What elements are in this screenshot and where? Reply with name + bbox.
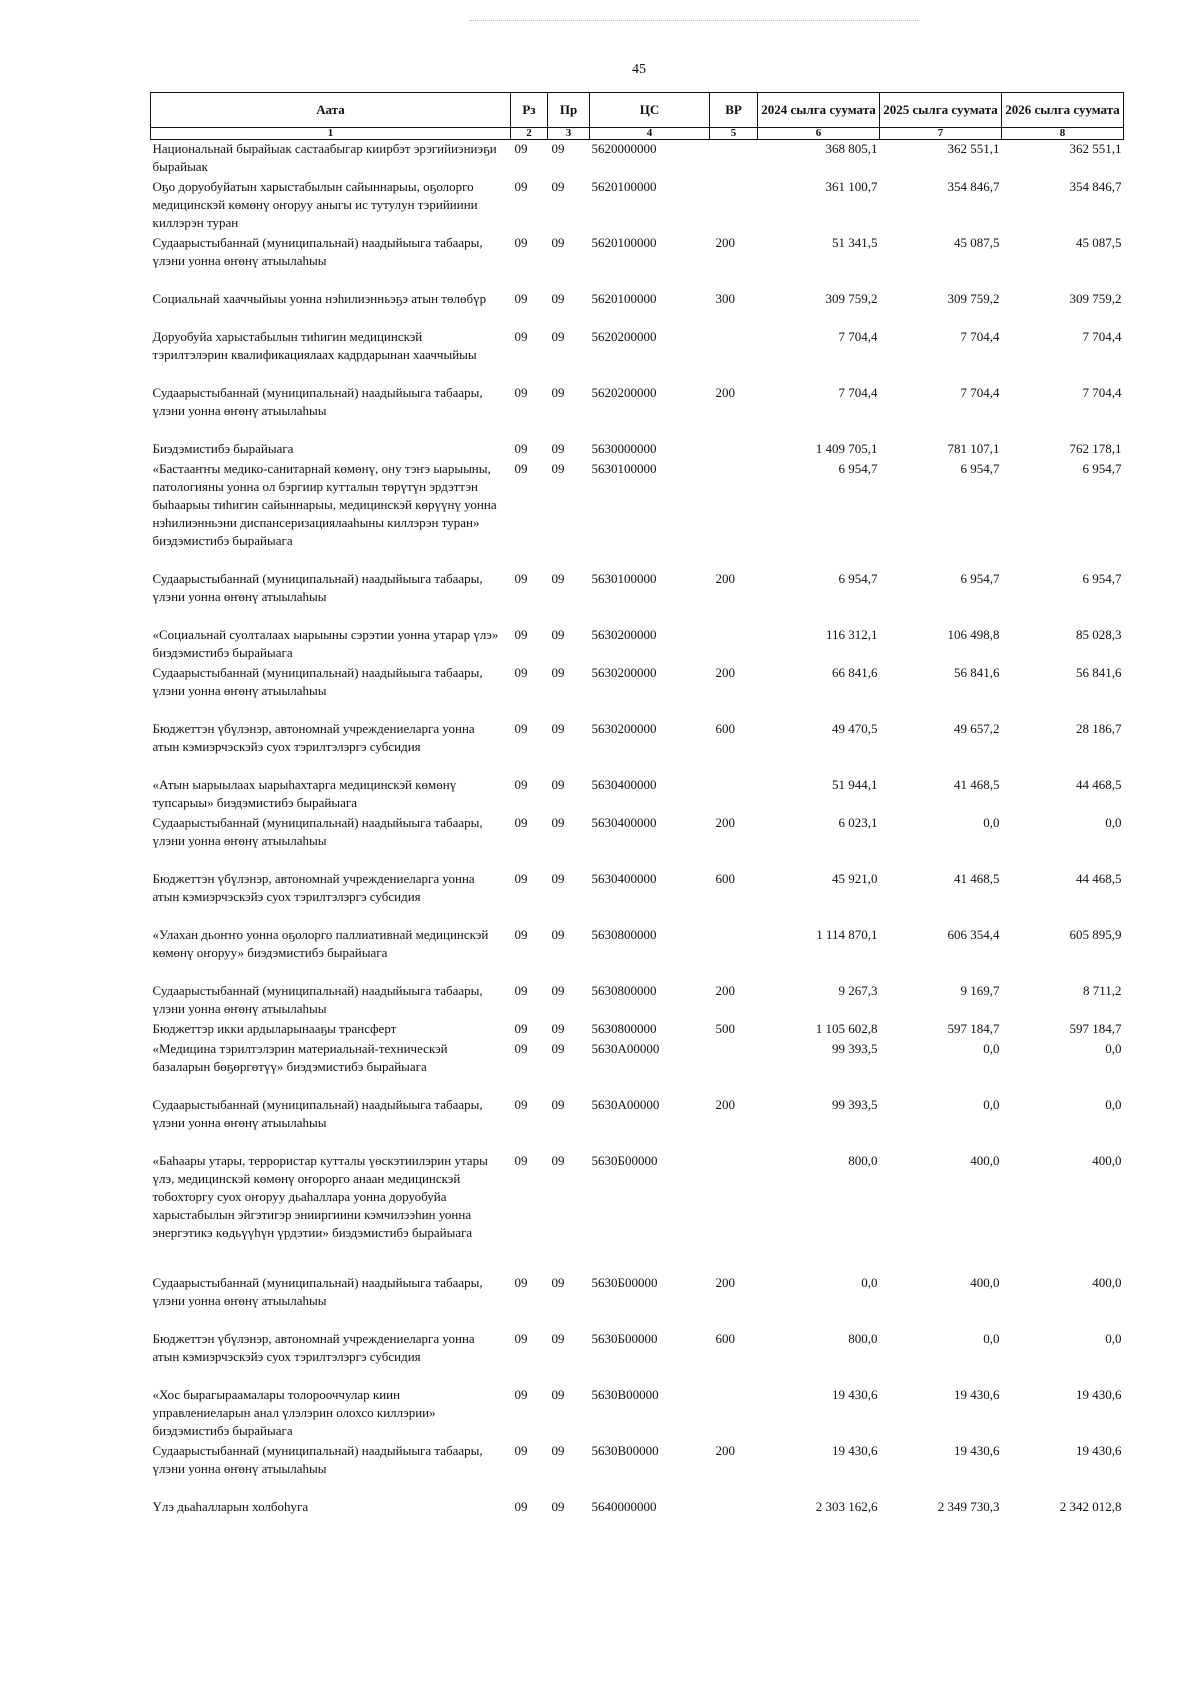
row-amount-2024: 99 393,5 xyxy=(832,1096,878,1112)
row-amount-2024: 9 267,3 xyxy=(838,982,878,998)
row-amount-2026: 6 954,7 xyxy=(1082,570,1122,586)
row-rz: 09 xyxy=(514,290,528,306)
row-vr xyxy=(710,1386,758,1442)
row-amount-2025: 106 498,8 xyxy=(947,626,1000,642)
row-name: «Хос бырагыраамалары толорооччулар киин управлениеларын анал үлэлэрин олохсо киллэрии» биэдэмистибэ бырайыага xyxy=(152,1386,436,1438)
row-vr xyxy=(710,776,758,814)
row-name: Судаарыстыбаннай (муниципальнай) наадыйыыга табаары, үлэни уонна өҥөнү атыылаһыы xyxy=(152,814,483,848)
row-rz: 09 xyxy=(514,234,528,250)
row-amount-2024: 800,0 xyxy=(848,1330,878,1346)
row-name: Судаарыстыбаннай (муниципальнай) наадыйыыга табаары, үлэни уонна өҥөнү атыылаһыы xyxy=(152,664,483,698)
col-header-cs: ЦС xyxy=(590,93,710,128)
row-amount-2026: 8 711,2 xyxy=(1082,982,1122,998)
row-amount-2024: 99 393,5 xyxy=(832,1040,878,1056)
table-row xyxy=(151,664,1124,720)
row-rz: 09 xyxy=(514,460,528,476)
row-vr: 200 xyxy=(715,982,735,998)
row-cs: 5630A00000 xyxy=(591,1040,660,1056)
col-header-vr: ВР xyxy=(710,93,758,128)
table-row xyxy=(151,570,1124,626)
row-rz: 09 xyxy=(514,870,528,886)
row-vr xyxy=(710,460,758,570)
row-amount-2025: 606 354,4 xyxy=(947,926,1000,942)
row-amount-2026: 44 468,5 xyxy=(1076,870,1122,886)
col-header-name: Аата xyxy=(151,93,511,128)
table-row xyxy=(151,926,1124,982)
row-cs: 5630200000 xyxy=(591,664,657,680)
row-pr: 09 xyxy=(551,776,565,792)
col-number: 7 xyxy=(880,128,1002,140)
row-amount-2026: 85 028,3 xyxy=(1076,626,1122,642)
row-rz: 09 xyxy=(514,1020,528,1036)
row-cs: 5630100000 xyxy=(591,570,657,586)
row-name: Судаарыстыбаннай (муниципальнай) наадыйыыга табаары, үлэни уонна өҥөнү атыылаһыы xyxy=(152,982,483,1016)
row-name: Оҕо доруобуйатын харыстабылын сайыннарыы, оҕолорго медицинскэй көмөнү оҥоруу аныгы ис тутулун тэрийиини киллэрэн туран xyxy=(152,178,478,230)
row-name: Биэдэмистибэ бырайыага xyxy=(152,440,294,456)
row-amount-2026: 762 178,1 xyxy=(1069,440,1122,456)
table-row xyxy=(151,814,1124,870)
row-amount-2025: 19 430,6 xyxy=(954,1386,1000,1402)
row-name: «Баһаары утары, террористар кутталы үөскэтиилэрин утары үлэ, медицинскэй көмөнү оҥорорго анаан медицинскэй тобохторгу суох оҥоруу дьаһаллара уонна доруобуйа харыстабылын эйгэтигэр энииргиини кэмчилээһин уонна энергэтикэ көдьүүһүн үрдэтии» биэдэмистибэ бырайыага xyxy=(152,1152,488,1240)
row-amount-2026: 7 704,4 xyxy=(1082,328,1122,344)
col-number: 1 xyxy=(151,128,511,140)
row-amount-2025: 6 954,7 xyxy=(960,570,1000,586)
row-amount-2025: 0,0 xyxy=(983,1330,1000,1346)
row-amount-2024: 51 341,5 xyxy=(832,234,878,250)
row-amount-2024: 116 312,1 xyxy=(825,626,878,642)
row-amount-2025: 6 954,7 xyxy=(960,460,1000,476)
row-vr: 200 xyxy=(715,234,735,250)
row-cs: 5630В00000 xyxy=(591,1386,659,1402)
row-name: Судаарыстыбаннай (муниципальнай) наадыйыыга табаары, үлэни уонна өҥөнү атыылаһыы xyxy=(152,1442,483,1476)
row-amount-2025: 7 704,4 xyxy=(960,328,1000,344)
row-pr: 09 xyxy=(551,1152,565,1168)
table-row xyxy=(151,1152,1124,1274)
row-amount-2026: 354 846,7 xyxy=(1069,178,1122,194)
row-amount-2025: 45 087,5 xyxy=(954,234,1000,250)
table-row xyxy=(151,870,1124,926)
row-amount-2024: 7 704,4 xyxy=(838,328,878,344)
row-rz: 09 xyxy=(514,1442,528,1458)
col-number: 2 xyxy=(511,128,548,140)
row-vr: 200 xyxy=(715,1442,735,1458)
row-amount-2024: 6 954,7 xyxy=(838,570,878,586)
col-header-2024: 2024 сылга суумата xyxy=(758,93,880,128)
row-amount-2025: 41 468,5 xyxy=(954,870,1000,886)
row-amount-2024: 6 954,7 xyxy=(838,460,878,476)
row-vr: 200 xyxy=(715,570,735,586)
row-rz: 09 xyxy=(514,814,528,830)
row-cs: 5630200000 xyxy=(591,626,657,642)
row-amount-2024: 800,0 xyxy=(848,1152,878,1168)
row-cs: 5620100000 xyxy=(591,234,657,250)
row-pr: 09 xyxy=(551,720,565,736)
row-rz: 09 xyxy=(514,1498,528,1514)
row-name: Доруобуйа харыстабылын тиһигин медицинскэй тэрилтэлэрин квалификациялаах кадрдарынан хааччыйыы xyxy=(152,328,477,362)
row-pr: 09 xyxy=(551,626,565,642)
row-pr: 09 xyxy=(551,440,565,456)
budget-table xyxy=(150,92,1124,1518)
row-pr: 09 xyxy=(551,1274,565,1290)
row-vr: 200 xyxy=(715,1274,735,1290)
row-pr: 09 xyxy=(551,384,565,400)
row-rz: 09 xyxy=(514,384,528,400)
row-rz: 09 xyxy=(514,440,528,456)
row-name: Судаарыстыбаннай (муниципальнай) наадыйыыга табаары, үлэни уонна өҥөнү атыылаһыы xyxy=(152,570,483,604)
row-pr: 09 xyxy=(551,1040,565,1056)
row-rz: 09 xyxy=(514,141,528,156)
row-pr: 09 xyxy=(551,234,565,250)
row-cs: 5630400000 xyxy=(591,776,657,792)
row-amount-2025: 49 657,2 xyxy=(954,720,1000,736)
col-header-2026: 2026 сылга суумата xyxy=(1002,93,1124,128)
row-pr: 09 xyxy=(551,290,565,306)
row-rz: 09 xyxy=(514,1096,528,1112)
row-vr: 200 xyxy=(715,384,735,400)
row-vr xyxy=(710,328,758,384)
row-amount-2025: 9 169,7 xyxy=(960,982,1000,998)
row-amount-2024: 51 944,1 xyxy=(832,776,878,792)
row-amount-2026: 597 184,7 xyxy=(1069,1020,1122,1036)
row-amount-2026: 309 759,2 xyxy=(1069,290,1122,306)
scan-artifact-line xyxy=(470,20,920,22)
table-body xyxy=(151,140,1124,1518)
row-pr: 09 xyxy=(551,664,565,680)
row-name: «Бастааҥҥы медико-санитарнай көмөнү, ону тэҥэ ыарыыны, патологияны уонна ол бэргиир кутталын төрүтүн эрдэттэн быһаарыы тиһигин сайыннарыы, медицинскэй көрүүнү уонна нэһилиэнньэни диспансеризациялааһыны киллэрэн туран» биэдэмистибэ бырайыага xyxy=(152,460,497,548)
row-amount-2024: 1 114 870,1 xyxy=(816,926,878,942)
row-rz: 09 xyxy=(514,1330,528,1346)
row-vr: 300 xyxy=(715,290,735,306)
col-number: 6 xyxy=(758,128,880,140)
row-cs: 5620100000 xyxy=(591,178,657,194)
row-pr: 09 xyxy=(551,328,565,344)
row-name: Бюджеттэн үбүлэнэр, автономнай учреждениеларга уонна атын кэмиэрчэскэйэ суох тэрилтэлэргэ субсидия xyxy=(152,870,475,904)
row-rz: 09 xyxy=(514,1386,528,1402)
col-number: 4 xyxy=(590,128,710,140)
col-number: 8 xyxy=(1002,128,1124,140)
table-row xyxy=(151,178,1124,234)
row-rz: 09 xyxy=(514,1152,528,1168)
table-row xyxy=(151,1020,1124,1040)
row-cs: 5630Б00000 xyxy=(591,1274,658,1290)
row-cs: 5630Б00000 xyxy=(591,1152,658,1168)
row-pr: 09 xyxy=(551,870,565,886)
row-name: Үлэ дьаһалларын холбоһуга xyxy=(152,1498,309,1514)
row-cs: 5630В00000 xyxy=(591,1442,659,1458)
col-number: 5 xyxy=(710,128,758,140)
row-name: «Медицина тэрилтэлэрин материальнай-техническэй базаларын бөҕөргөтүү» биэдэмистибэ бырайыага xyxy=(152,1040,448,1074)
table-row xyxy=(151,460,1124,570)
row-vr xyxy=(710,1498,758,1518)
row-rz: 09 xyxy=(514,926,528,942)
row-rz: 09 xyxy=(514,570,528,586)
row-amount-2024: 45 921,0 xyxy=(832,870,878,886)
row-amount-2025: 597 184,7 xyxy=(947,1020,1000,1036)
row-rz: 09 xyxy=(514,664,528,680)
row-vr xyxy=(710,178,758,234)
row-vr xyxy=(710,1040,758,1096)
row-amount-2024: 2 303 162,6 xyxy=(815,1498,878,1514)
row-cs: 5630800000 xyxy=(591,982,657,998)
row-pr: 09 xyxy=(551,926,565,942)
row-name: Национальнай бырайыак састаабыгар киирбэт эрэгийиэниэҕи бырайыак xyxy=(152,141,497,174)
row-rz: 09 xyxy=(514,178,528,194)
row-amount-2025: 0,0 xyxy=(983,814,1000,830)
row-pr: 09 xyxy=(551,141,565,156)
row-pr: 09 xyxy=(551,1096,565,1112)
table-row xyxy=(151,720,1124,776)
row-amount-2024: 49 470,5 xyxy=(832,720,878,736)
row-amount-2024: 368 805,1 xyxy=(825,141,878,156)
row-cs: 5630800000 xyxy=(591,1020,657,1036)
row-pr: 09 xyxy=(551,1498,565,1514)
row-pr: 09 xyxy=(551,570,565,586)
row-rz: 09 xyxy=(514,982,528,998)
row-vr: 200 xyxy=(715,814,735,830)
table-row xyxy=(151,234,1124,290)
row-amount-2026: 28 186,7 xyxy=(1076,720,1122,736)
row-amount-2025: 400,0 xyxy=(970,1152,1000,1168)
row-vr xyxy=(710,926,758,982)
table-row xyxy=(151,1442,1124,1498)
row-rz: 09 xyxy=(514,776,528,792)
row-pr: 09 xyxy=(551,1020,565,1036)
row-name: «Социальнай суолталаах ыарыыны сэрэтии уонна утарар үлэ» биэдэмистибэ бырайыага xyxy=(152,626,499,660)
row-amount-2026: 44 468,5 xyxy=(1076,776,1122,792)
row-rz: 09 xyxy=(514,1040,528,1056)
row-vr xyxy=(710,1152,758,1274)
col-header-2025: 2025 сылга суумата xyxy=(880,93,1002,128)
row-amount-2024: 19 430,6 xyxy=(832,1386,878,1402)
row-cs: 5620200000 xyxy=(591,328,657,344)
row-amount-2025: 309 759,2 xyxy=(947,290,1000,306)
row-name: Судаарыстыбаннай (муниципальнай) наадыйыыга табаары, үлэни уонна өҥөнү атыылаһыы xyxy=(152,1274,483,1308)
row-amount-2024: 7 704,4 xyxy=(838,384,878,400)
row-vr: 200 xyxy=(715,1096,735,1112)
table-header xyxy=(151,93,1124,140)
col-number: 3 xyxy=(548,128,590,140)
table-row xyxy=(151,290,1124,328)
row-amount-2024: 66 841,6 xyxy=(832,664,878,680)
row-amount-2025: 19 430,6 xyxy=(954,1442,1000,1458)
row-cs: 5630800000 xyxy=(591,926,657,942)
row-vr: 600 xyxy=(715,870,735,886)
row-amount-2025: 400,0 xyxy=(970,1274,1000,1290)
row-vr: 600 xyxy=(715,720,735,736)
row-cs: 5630400000 xyxy=(591,870,657,886)
table-row xyxy=(151,1386,1124,1442)
page-number: 45 xyxy=(632,62,646,77)
row-name: Бюджеттэр икки ардыларынааҕы трансферт xyxy=(152,1020,397,1036)
row-rz: 09 xyxy=(514,1274,528,1290)
table-row xyxy=(151,384,1124,440)
row-amount-2025: 2 349 730,3 xyxy=(937,1498,1000,1514)
row-cs: 5630Б00000 xyxy=(591,1330,658,1346)
row-vr xyxy=(710,140,758,178)
row-rz: 09 xyxy=(514,626,528,642)
row-amount-2024: 1 105 602,8 xyxy=(815,1020,878,1036)
row-vr: 600 xyxy=(715,1330,735,1346)
table-row xyxy=(151,1096,1124,1152)
row-pr: 09 xyxy=(551,814,565,830)
row-amount-2024: 6 023,1 xyxy=(838,814,878,830)
col-header-rz: Рз xyxy=(511,93,548,128)
row-amount-2025: 362 551,1 xyxy=(947,141,1000,156)
row-rz: 09 xyxy=(514,720,528,736)
row-cs: 5630200000 xyxy=(591,720,657,736)
row-amount-2024: 1 409 705,1 xyxy=(815,440,878,456)
row-amount-2026: 56 841,6 xyxy=(1076,664,1122,680)
table-row xyxy=(151,626,1124,664)
row-name: Социальнай хааччыйыы уонна нэһилиэнньэҕэ атын төлөбүр xyxy=(152,290,487,306)
row-cs: 5620100000 xyxy=(591,290,657,306)
row-pr: 09 xyxy=(551,982,565,998)
table-row xyxy=(151,776,1124,814)
row-name: Судаарыстыбаннай (муниципальнай) наадыйыыга табаары, үлэни уонна өҥөнү атыылаһыы xyxy=(152,234,483,268)
row-amount-2026: 400,0 xyxy=(1092,1152,1122,1168)
row-cs: 5620200000 xyxy=(591,384,657,400)
row-name: Судаарыстыбаннай (муниципальнай) наадыйыыга табаары, үлэни уонна өҥөнү атыылаһыы xyxy=(152,384,483,418)
row-amount-2025: 354 846,7 xyxy=(947,178,1000,194)
row-amount-2026: 45 087,5 xyxy=(1076,234,1122,250)
row-amount-2025: 0,0 xyxy=(983,1040,1000,1056)
row-amount-2026: 19 430,6 xyxy=(1076,1442,1122,1458)
row-amount-2026: 400,0 xyxy=(1092,1274,1122,1290)
row-cs: 5630A00000 xyxy=(591,1096,660,1112)
table-row xyxy=(151,1274,1124,1330)
row-amount-2026: 7 704,4 xyxy=(1082,384,1122,400)
row-name: Бюджеттэн үбүлэнэр, автономнай учреждениеларга уонна атын кэмиэрчэскэйэ суох тэрилтэлэргэ субсидия xyxy=(152,1330,475,1364)
table-row xyxy=(151,440,1124,460)
row-cs: 5630000000 xyxy=(591,440,657,456)
row-name: «Атын ыарыылаах ыарыһахтарга медицинскэй көмөнү тупсарыы» биэдэмистибэ бырайыага xyxy=(152,776,457,810)
row-amount-2026: 0,0 xyxy=(1105,1096,1122,1112)
row-amount-2025: 7 704,4 xyxy=(960,384,1000,400)
row-cs: 5630400000 xyxy=(591,814,657,830)
table-row xyxy=(151,1498,1124,1518)
row-pr: 09 xyxy=(551,1442,565,1458)
row-pr: 09 xyxy=(551,178,565,194)
row-amount-2025: 41 468,5 xyxy=(954,776,1000,792)
table-row xyxy=(151,1330,1124,1386)
row-amount-2026: 19 430,6 xyxy=(1076,1386,1122,1402)
row-vr: 200 xyxy=(715,664,735,680)
row-rz: 09 xyxy=(514,328,528,344)
row-name: «Улахан дьоҥҥо уонна оҕолорго паллиативнай медицинскэй көмөнү оҥоруу» биэдэмистибэ бырайыага xyxy=(152,926,489,960)
row-amount-2026: 6 954,7 xyxy=(1082,460,1122,476)
table-row xyxy=(151,328,1124,384)
row-cs: 5620000000 xyxy=(591,141,657,156)
row-amount-2025: 56 841,6 xyxy=(954,664,1000,680)
row-amount-2026: 0,0 xyxy=(1105,814,1122,830)
row-vr: 500 xyxy=(715,1020,735,1036)
table-row xyxy=(151,140,1124,178)
row-amount-2024: 0,0 xyxy=(861,1274,878,1290)
row-vr xyxy=(710,440,758,460)
row-amount-2024: 361 100,7 xyxy=(825,178,878,194)
row-cs: 5640000000 xyxy=(591,1498,657,1514)
row-vr xyxy=(710,626,758,664)
row-amount-2026: 362 551,1 xyxy=(1069,141,1122,156)
row-amount-2025: 781 107,1 xyxy=(947,440,1000,456)
row-cs: 5630100000 xyxy=(591,460,657,476)
col-header-pr: Пр xyxy=(548,93,590,128)
row-pr: 09 xyxy=(551,1386,565,1402)
row-name: Судаарыстыбаннай (муниципальнай) наадыйыыга табаары, үлэни уонна өҥөнү атыылаһыы xyxy=(152,1096,483,1130)
row-pr: 09 xyxy=(551,1330,565,1346)
row-name: Бюджеттэн үбүлэнэр, автономнай учреждениеларга уонна атын кэмиэрчэскэйэ суох тэрилтэлэргэ субсидия xyxy=(152,720,475,754)
row-amount-2026: 0,0 xyxy=(1105,1330,1122,1346)
row-amount-2026: 2 342 012,8 xyxy=(1059,1498,1122,1514)
table-row xyxy=(151,1040,1124,1096)
row-amount-2024: 309 759,2 xyxy=(825,290,878,306)
row-amount-2024: 19 430,6 xyxy=(832,1442,878,1458)
row-amount-2026: 605 895,9 xyxy=(1069,926,1122,942)
row-pr: 09 xyxy=(551,460,565,476)
table-row xyxy=(151,982,1124,1020)
row-amount-2025: 0,0 xyxy=(983,1096,1000,1112)
row-amount-2026: 0,0 xyxy=(1105,1040,1122,1056)
